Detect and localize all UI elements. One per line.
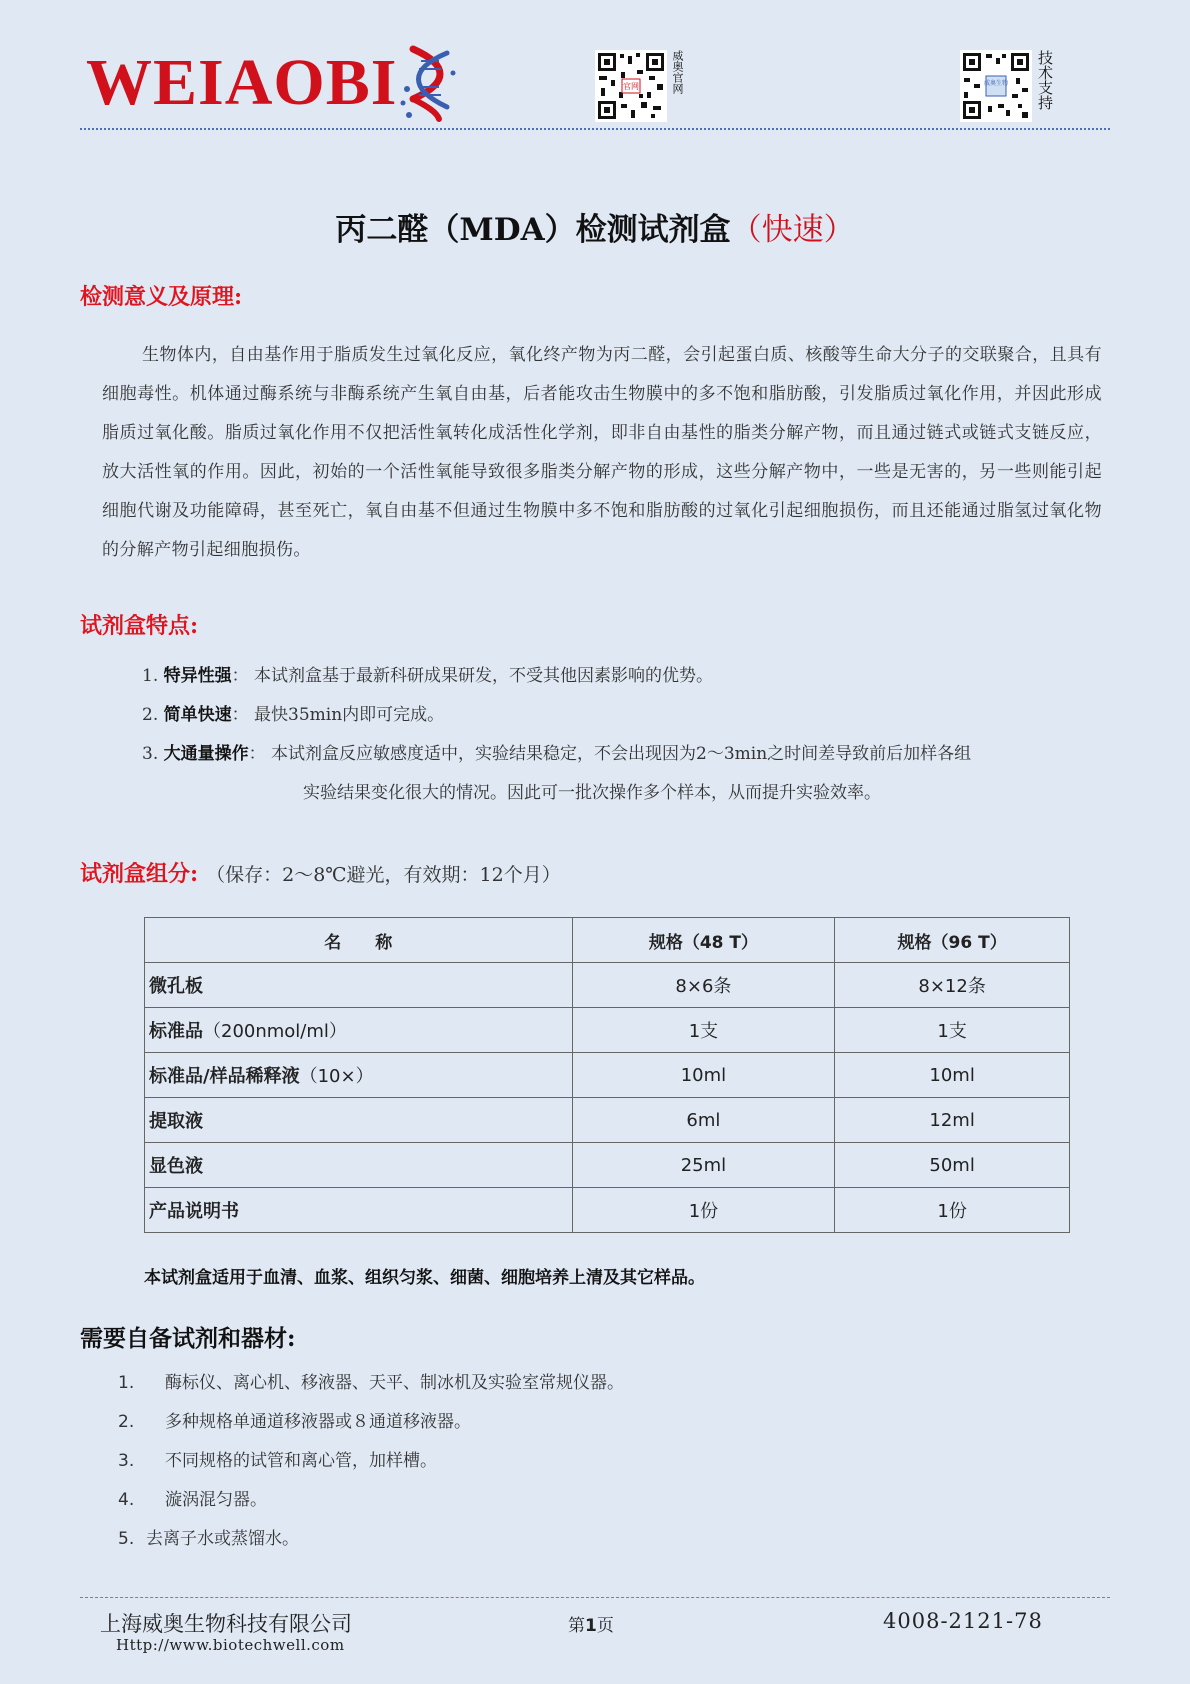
feature-sep: ： bbox=[231, 666, 249, 686]
spec-48: 1份 bbox=[572, 1188, 835, 1233]
feature-sep: ： bbox=[231, 705, 249, 725]
footer-phone: 4008-2121-78 bbox=[883, 1609, 1043, 1633]
page-num: 1 bbox=[585, 1616, 597, 1636]
qr-official-badge: 官网 bbox=[623, 82, 639, 91]
qr-code-icon bbox=[960, 50, 1032, 122]
spec-96: 12ml bbox=[835, 1098, 1070, 1143]
component-name bbox=[145, 963, 573, 1008]
feature-label: 特异性强 bbox=[163, 666, 232, 686]
spec-96: 1支 bbox=[835, 1008, 1070, 1053]
dna-helix-icon bbox=[399, 43, 461, 123]
feature-text: 本试剂盒基于最新科研成果研发，不受其他因素影响的优势。 bbox=[254, 666, 714, 686]
list-text: 不同规格的试管和离心管，加样槽。 bbox=[165, 1451, 437, 1471]
company-logo[interactable] bbox=[86, 48, 461, 118]
spec-48: 8×6条 bbox=[572, 963, 835, 1008]
component-name bbox=[145, 1098, 573, 1143]
list-item bbox=[118, 1403, 624, 1442]
heading-components bbox=[80, 857, 561, 888]
logo-text: WEIAOBI bbox=[86, 46, 398, 119]
component-name bbox=[145, 1053, 573, 1098]
list-num: 4. bbox=[118, 1490, 135, 1510]
page-suffix: 页 bbox=[596, 1616, 614, 1636]
footer-divider bbox=[80, 1597, 1110, 1598]
list-item bbox=[118, 1481, 624, 1520]
spec-96: 8×12条 bbox=[835, 963, 1070, 1008]
list-text: 漩涡混匀器。 bbox=[165, 1490, 267, 1510]
feature-item bbox=[142, 696, 1102, 735]
component-name-text: 显色液 bbox=[149, 1156, 203, 1177]
header-divider bbox=[80, 128, 1110, 130]
heading-features: 试剂盒特点: bbox=[80, 613, 199, 639]
qr-support-badge: 威奥生物 bbox=[983, 80, 1009, 87]
list-num: 1. bbox=[118, 1373, 135, 1393]
spec-48: 6ml bbox=[572, 1098, 835, 1143]
list-num: 3. bbox=[118, 1451, 135, 1471]
column-header: 名 称 bbox=[145, 918, 573, 963]
feature-num: 3. bbox=[142, 744, 159, 764]
title-main: 丙二醛（MDA）检测试剂盒 bbox=[335, 212, 731, 248]
list-text: 酶标仪、离心机、移液器、天平、制冰机及实验室常规仪器。 bbox=[165, 1373, 624, 1393]
component-name bbox=[145, 1008, 573, 1053]
table-header-row bbox=[145, 918, 1070, 963]
column-header: 规格（48 T） bbox=[572, 918, 835, 963]
table-row bbox=[145, 1098, 1070, 1143]
qr-tech-support[interactable] bbox=[960, 50, 1053, 122]
list-num: 5. bbox=[118, 1529, 135, 1549]
component-name-text: 标准品 bbox=[149, 1021, 203, 1042]
table-row bbox=[145, 1008, 1070, 1053]
features-list bbox=[142, 657, 1102, 813]
page-prefix: 第 bbox=[568, 1616, 585, 1636]
component-name-text: 标准品/样品稀释液 bbox=[149, 1066, 300, 1087]
footer-url[interactable]: Http://www.biotechwell.com bbox=[116, 1636, 345, 1654]
list-text: 去离子水或蒸馏水。 bbox=[146, 1529, 299, 1549]
feature-text: 本试剂盒反应敏感度适中，实验结果稳定，不会出现因为2～3min之时间差导致前后加样各组 bbox=[271, 744, 972, 764]
heading-principle: 检测意义及原理: bbox=[80, 284, 243, 310]
footer-company: 上海威奥生物科技有限公司 bbox=[100, 1612, 352, 1636]
spec-96: 10ml bbox=[835, 1053, 1070, 1098]
list-item bbox=[118, 1364, 624, 1403]
qr-official-label: 威奥官网 bbox=[671, 50, 684, 94]
table-row bbox=[145, 1143, 1070, 1188]
component-name-text: 提取液 bbox=[149, 1111, 203, 1132]
qr-code-icon bbox=[595, 50, 667, 122]
feature-num: 1. bbox=[142, 666, 159, 686]
spec-96: 1份 bbox=[835, 1188, 1070, 1233]
spec-48: 1支 bbox=[572, 1008, 835, 1053]
feature-label: 简单快速 bbox=[163, 705, 232, 725]
feature-text: 最快35min内即可完成。 bbox=[254, 705, 445, 725]
component-name bbox=[145, 1188, 573, 1233]
components-heading-text: 试剂盒组分: bbox=[80, 861, 199, 887]
feature-num: 2. bbox=[142, 705, 159, 725]
storage-note: （保存：2～8℃避光，有效期：12个月） bbox=[206, 864, 561, 886]
list-item bbox=[118, 1520, 624, 1559]
table-row bbox=[145, 1188, 1070, 1233]
applicable-samples-note: 本试剂盒适用于血清、血浆、组织匀浆、细菌、细胞培养上清及其它样品。 bbox=[144, 1268, 705, 1288]
component-name bbox=[145, 1143, 573, 1188]
feature-label: 大通量操作 bbox=[163, 744, 249, 764]
component-name-suffix: （10×） bbox=[299, 1066, 374, 1087]
components-table bbox=[144, 917, 1070, 1233]
component-name-suffix: （200nmol/ml） bbox=[203, 1021, 347, 1042]
column-header: 规格（96 T） bbox=[835, 918, 1070, 963]
principle-paragraph: 生物体内，自由基作用于脂质发生过氧化反应，氧化终产物为丙二醛，会引起蛋白质、核酸等生命大分子的交联聚合，且具有细胞毒性。机体通过酶系统与非酶系统产生氧自由基，后者能攻击生物膜中的多不饱和脂肪酸，引发脂质过氧化作用，并因此形成脂质过氧化酸。脂质过氧化作用不仅把活性氧转化成活性化学剂，即非自由基性的脂类分解产物，而且通过链式或链式支链反应，放大活性氧的作用。因此，初始的一个活性氧能导致很多脂类分解产物的形成，这些分解产物中，一些是无害的，另一些则能引起细胞代谢及功能障碍，甚至死亡，氧自由基不但通过生物膜中多不饱和脂肪酸的过氧化引起细胞损伤，而且还能通过脂氢过氧化物的分解产物引起细胞损伤。 bbox=[102, 345, 1102, 560]
qr-official-site[interactable] bbox=[595, 50, 684, 122]
feature-sep: ： bbox=[248, 744, 266, 764]
heading-self-prepared: 需要自备试剂和器材: bbox=[80, 1325, 296, 1352]
qr-support-label: 技术支持 bbox=[1036, 50, 1054, 110]
feature-item bbox=[142, 657, 1102, 696]
table-row bbox=[145, 1053, 1070, 1098]
component-name-text: 微孔板 bbox=[149, 976, 203, 997]
spec-96: 50ml bbox=[835, 1143, 1070, 1188]
list-item bbox=[118, 1442, 624, 1481]
list-num: 2. bbox=[118, 1412, 135, 1432]
page-title bbox=[0, 204, 1190, 249]
component-name-text: 产品说明书 bbox=[149, 1201, 239, 1222]
spec-48: 25ml bbox=[572, 1143, 835, 1188]
feature-text-continued: 实验结果变化很大的情况。因此可一批次操作多个样本，从而提升实验效率。 bbox=[303, 783, 881, 803]
footer-page-number bbox=[568, 1611, 614, 1636]
self-prepared-list bbox=[118, 1364, 624, 1559]
table-row bbox=[145, 963, 1070, 1008]
title-suffix: （快速） bbox=[730, 212, 855, 248]
list-text: 多种规格单通道移液器或８通道移液器。 bbox=[165, 1412, 471, 1432]
feature-item bbox=[142, 735, 1102, 774]
spec-48: 10ml bbox=[572, 1053, 835, 1098]
